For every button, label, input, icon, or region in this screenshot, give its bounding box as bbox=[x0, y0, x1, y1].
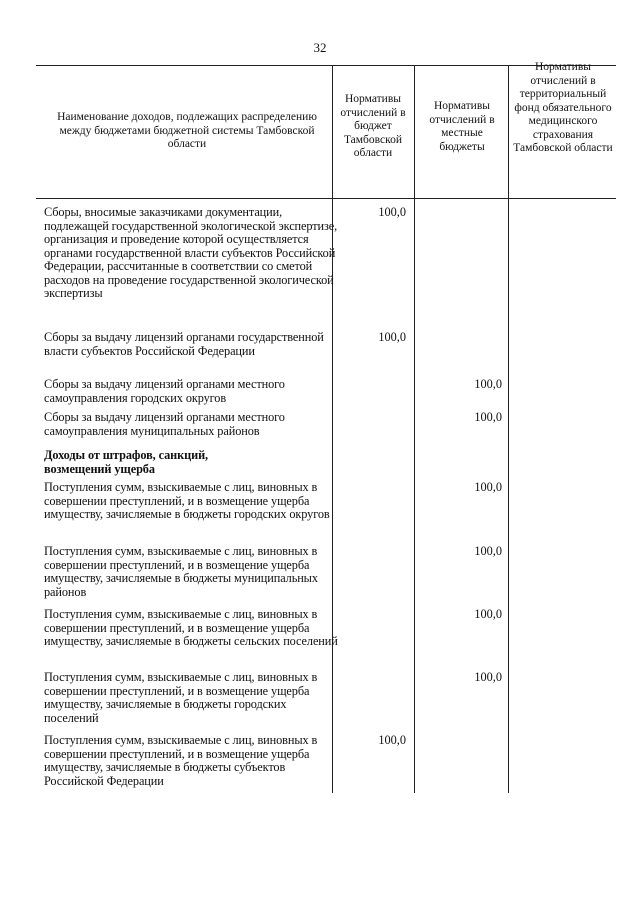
row-name: Поступления сумм, взыскиваемые с лиц, виновных в совершении преступлений, и в возмещение ущерба имуществу, зачисляемые в бюджеты субъектов Российской Федерации bbox=[44, 733, 318, 788]
page-number: 32 bbox=[313, 40, 327, 55]
row-name: Поступления сумм, взыскиваемые с лиц, виновных в совершении преступлений, и в возмещение ущерба имуществу, зачисляемые в бюджеты сельских поселений bbox=[44, 607, 338, 648]
row-name: Сборы за выдачу лицензий органами местного самоуправления муниципальных районов bbox=[44, 410, 285, 438]
header-fund: Нормативы отчислений в территориальный фонд обязательного медицинского страхования Тамбовской области bbox=[513, 61, 613, 154]
row-local-value: 100,0 bbox=[474, 607, 502, 621]
row-local-value: 100,0 bbox=[474, 670, 502, 684]
row-name: Сборы за выдачу лицензий органами государственной власти субъектов Российской Федерации bbox=[44, 330, 324, 358]
row-regional-value: 100,0 bbox=[378, 205, 406, 219]
row-name: Поступления сумм, взыскиваемые с лиц, виновных в совершении преступлений, и в возмещение ущерба имуществу, зачисляемые в бюджеты городских поселений bbox=[44, 670, 318, 725]
header-bottom-rule bbox=[36, 198, 616, 199]
column-divider-3 bbox=[508, 65, 509, 793]
header-regional: Нормативы отчислений в бюджет Тамбовской области bbox=[340, 93, 406, 159]
revenue-distribution-table bbox=[36, 61, 616, 793]
column-divider-2 bbox=[414, 65, 415, 793]
row-local-value: 100,0 bbox=[474, 377, 502, 391]
row-local-value: 100,0 bbox=[474, 410, 502, 424]
row-local-value: 100,0 bbox=[474, 544, 502, 558]
row-regional-value: 100,0 bbox=[378, 330, 406, 344]
row-local-value: 100,0 bbox=[474, 480, 502, 494]
section-heading: Доходы от штрафов, санкций, возмещений ущерба bbox=[44, 448, 209, 476]
row-name: Поступления сумм, взыскиваемые с лиц, виновных в совершении преступлений, и в возмещение ущерба имуществу, зачисляемые в бюджеты муниципальных районов bbox=[44, 544, 318, 599]
header-name: Наименование доходов, подлежащих распределению между бюджетами бюджетной системы Тамбовской области bbox=[57, 111, 317, 150]
header-local: Нормативы отчислений в местные бюджеты bbox=[429, 100, 495, 153]
row-name: Сборы, вносимые заказчиками документации, подлежащей государственной экологической экспертизе, организация и проведение которой осуществляется органами государственной власти субъектов Российской Федерации, рассчитанные в соответствии со сметой расходов на проведение государственной экологической экспертизы bbox=[44, 205, 338, 300]
row-name: Поступления сумм, взыскиваемые с лиц, виновных в совершении преступлений, и в возмещение ущерба имуществу, зачисляемые в бюджеты городских округов bbox=[44, 480, 330, 521]
row-name: Сборы за выдачу лицензий органами местного самоуправления городских округов bbox=[44, 377, 285, 405]
row-regional-value: 100,0 bbox=[378, 733, 406, 747]
